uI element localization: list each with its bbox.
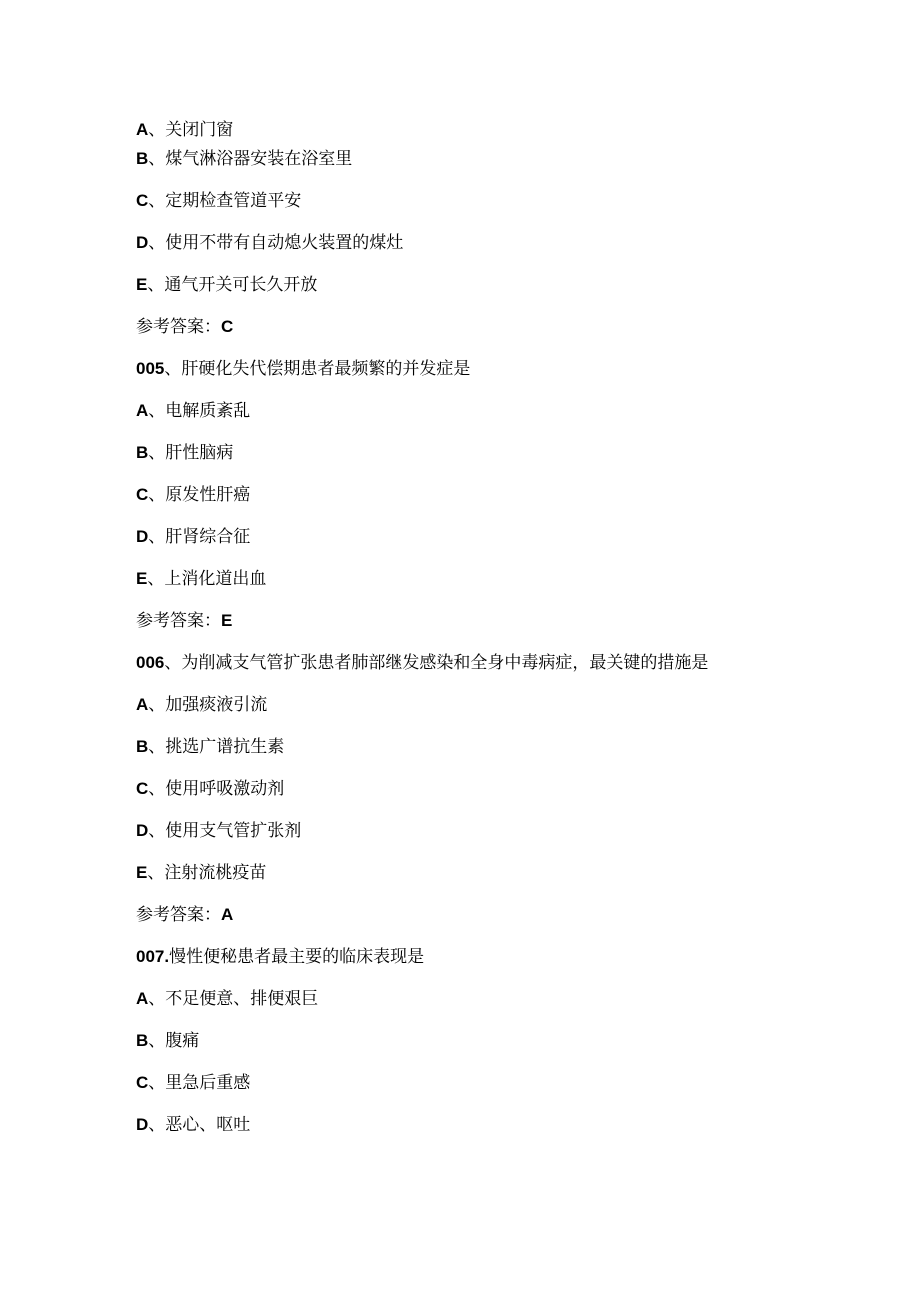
option-separator: 、 <box>147 863 165 883</box>
option-separator: 、 <box>148 443 166 463</box>
q006-option-b <box>136 736 284 758</box>
answer-value: C <box>221 317 234 336</box>
option-key: A <box>136 695 149 714</box>
question-number: 005 <box>136 359 165 378</box>
option-key: C <box>136 1073 149 1092</box>
question-stem: 为削减支气管扩张患者肺部继发感染和全身中毒病症，最关键的措施是 <box>181 653 709 673</box>
option-text: 腹痛 <box>165 1031 200 1051</box>
option-separator: 、 <box>148 989 166 1009</box>
question-stem: 慢性便秘患者最主要的临床表现是 <box>169 947 425 967</box>
option-text: 里急后重感 <box>165 1073 251 1093</box>
option-separator: 、 <box>148 1031 166 1051</box>
option-text: 加强痰液引流 <box>165 695 268 715</box>
question-number: 007. <box>136 947 170 966</box>
option-text: 不足便意、排便艰巨 <box>165 989 319 1009</box>
answer-label: 参考答案： <box>136 611 221 631</box>
option-separator: 、 <box>148 401 166 421</box>
q004-option-e <box>136 274 317 296</box>
question-number: 006 <box>136 653 165 672</box>
option-separator: 、 <box>148 821 166 841</box>
option-text: 通气开关可长久开放 <box>164 275 318 295</box>
q005-stem <box>136 358 470 380</box>
option-text: 注射流桃疫苗 <box>164 863 267 883</box>
q004-option-b <box>136 148 352 170</box>
option-key: B <box>136 737 149 756</box>
q004-option-d <box>136 232 403 254</box>
q004-option-a <box>136 119 233 141</box>
option-text: 上消化道出血 <box>164 569 267 589</box>
option-text: 使用不带有自动熄火装置的煤灶 <box>165 233 404 253</box>
option-key: E <box>136 569 148 588</box>
option-text: 原发性肝癌 <box>165 485 251 505</box>
q007-option-d <box>136 1114 250 1136</box>
q007-option-b <box>136 1030 199 1052</box>
option-key: A <box>136 989 149 1008</box>
q004-answer <box>136 316 233 338</box>
q005-option-e <box>136 568 266 590</box>
option-key: E <box>136 863 148 882</box>
option-text: 煤气淋浴器安装在浴室里 <box>165 149 353 169</box>
option-text: 恶心、呕吐 <box>165 1115 251 1135</box>
option-separator: 、 <box>148 191 166 211</box>
option-separator: 、 <box>148 1115 166 1135</box>
option-separator: 、 <box>148 485 166 505</box>
option-separator: 、 <box>148 527 166 547</box>
option-separator: 、 <box>148 149 166 169</box>
option-key: C <box>136 191 149 210</box>
option-separator: 、 <box>148 233 166 253</box>
option-separator: 、 <box>148 1073 166 1093</box>
option-key: D <box>136 1115 149 1134</box>
q006-option-a <box>136 694 267 716</box>
q005-option-c <box>136 484 250 506</box>
option-separator: 、 <box>148 120 166 140</box>
option-key: A <box>136 120 149 139</box>
option-separator: 、 <box>148 737 166 757</box>
option-text: 肝肾综合征 <box>165 527 251 547</box>
q005-option-d <box>136 526 250 548</box>
option-text: 定期检查管道平安 <box>165 191 302 211</box>
answer-value: E <box>221 611 233 630</box>
option-key: D <box>136 527 149 546</box>
q007-stem <box>136 946 424 968</box>
option-separator: 、 <box>148 779 166 799</box>
q005-option-a <box>136 400 250 422</box>
option-text: 电解质紊乱 <box>165 401 251 421</box>
q006-option-e <box>136 862 266 884</box>
option-key: C <box>136 779 149 798</box>
q006-stem <box>136 652 708 674</box>
option-text: 关闭门窗 <box>165 120 234 140</box>
option-separator: 、 <box>147 569 165 589</box>
q007-option-a <box>136 988 318 1010</box>
q005-option-b <box>136 442 233 464</box>
option-text: 挑选广谱抗生素 <box>165 737 285 757</box>
option-key: B <box>136 1031 149 1050</box>
q006-answer <box>136 904 233 926</box>
question-separator: 、 <box>164 653 182 673</box>
option-key: D <box>136 821 149 840</box>
question-separator: 、 <box>164 359 182 379</box>
option-key: E <box>136 275 148 294</box>
option-text: 使用支气管扩张剂 <box>165 821 302 841</box>
q004-option-c <box>136 190 301 212</box>
answer-label: 参考答案： <box>136 905 221 925</box>
option-key: A <box>136 401 149 420</box>
option-separator: 、 <box>148 695 166 715</box>
answer-value: A <box>221 905 234 924</box>
option-key: C <box>136 485 149 504</box>
q005-answer <box>136 610 232 632</box>
question-stem: 肝硬化失代偿期患者最频繁的并发症是 <box>181 359 471 379</box>
option-text: 肝性脑病 <box>165 443 234 463</box>
option-separator: 、 <box>147 275 165 295</box>
q006-option-c <box>136 778 284 800</box>
option-key: B <box>136 149 149 168</box>
option-key: D <box>136 233 149 252</box>
option-text: 使用呼吸激动剂 <box>165 779 285 799</box>
q006-option-d <box>136 820 301 842</box>
q007-option-c <box>136 1072 250 1094</box>
option-key: B <box>136 443 149 462</box>
answer-label: 参考答案： <box>136 317 221 337</box>
